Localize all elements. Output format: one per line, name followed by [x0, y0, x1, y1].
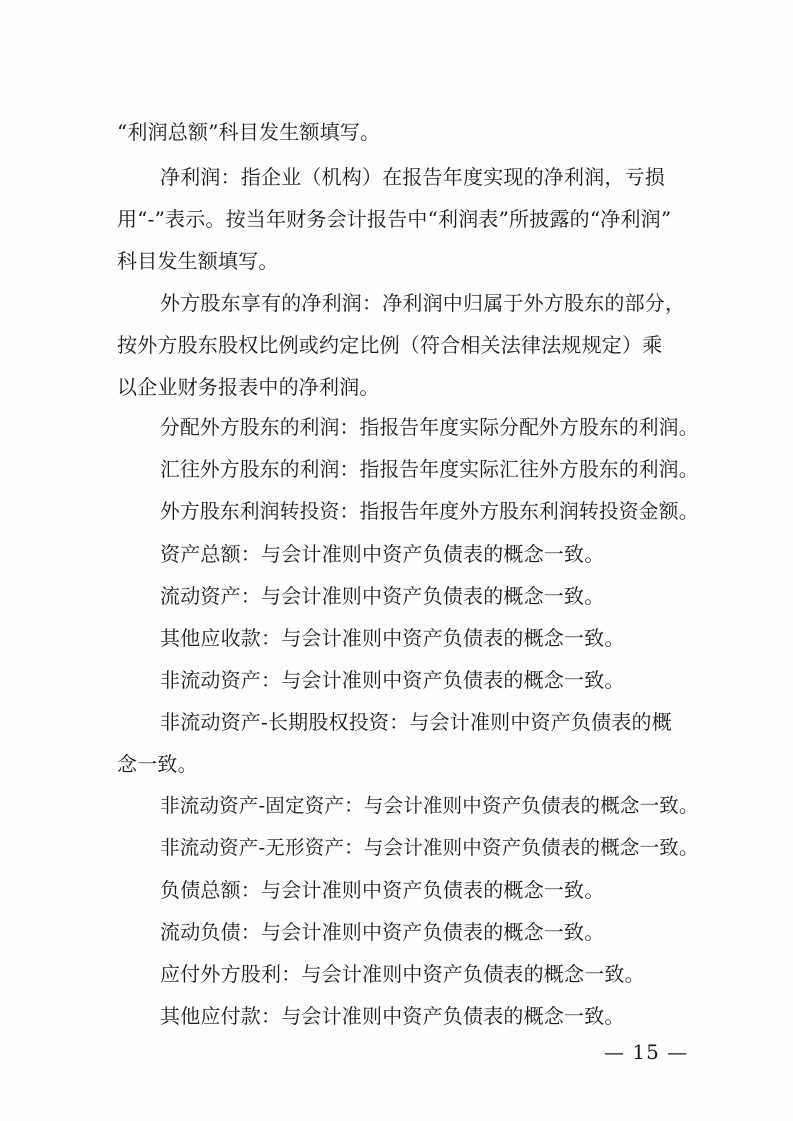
text-line-7: 以企业财务报表中的净利润。 [117, 375, 380, 399]
text-line-13: 其他应收款：与会计准则中资产负债表的概念一致。 [160, 626, 625, 650]
text-line-21: 应付外方股利：与会计准则中资产负债表的概念一致。 [160, 962, 645, 986]
text-line-15: 非流动资产-长期股权投资：与会计准则中资产负债表的概 [160, 710, 672, 734]
text-line-3: 用“-”表示。按当年财务会计报告中“利润表”所披露的“净利润” [117, 207, 672, 231]
text-line-9: 汇往外方股东的利润：指报告年度实际汇往外方股东的利润。 [160, 458, 699, 481]
page-number: — 15 — [604, 1040, 689, 1064]
text-line-1: “利润总额”科目发生额填写。 [117, 120, 381, 144]
text-line-12: 流动资产：与会计准则中资产负债表的概念一致。 [160, 584, 605, 608]
text-line-18: 非流动资产-无形资产：与会计准则中资产负债表的概念一致。 [160, 836, 699, 859]
text-line-16: 念一致。 [117, 752, 198, 776]
text-line-22: 其他应付款：与会计准则中资产负债表的概念一致。 [160, 1004, 625, 1028]
text-line-17: 非流动资产-固定资产：与会计准则中资产负债表的概念一致。 [160, 794, 699, 817]
text-line-19: 负债总额：与会计准则中资产负债表的概念一致。 [160, 878, 605, 902]
text-line-11: 资产总额：与会计准则中资产负债表的概念一致。 [160, 542, 605, 566]
text-line-8: 分配外方股东的利润：指报告年度实际分配外方股东的利润。 [160, 416, 699, 439]
text-line-6: 按外方股东股权比例或约定比例（符合相关法律法规规定）乘 [117, 333, 663, 357]
text-line-14: 非流动资产：与会计准则中资产负债表的概念一致。 [160, 668, 625, 692]
text-line-20: 流动负债：与会计准则中资产负债表的概念一致。 [160, 920, 605, 944]
text-line-10: 外方股东利润转投资：指报告年度外方股东利润转投资金额。 [160, 500, 699, 523]
text-line-5: 外方股东享有的净利润：净利润中归属于外方股东的部分， [160, 291, 686, 315]
text-line-2: 净利润：指企业（机构）在报告年度实现的净利润，亏损 [160, 165, 665, 189]
text-line-4: 科目发生额填写。 [117, 249, 279, 273]
